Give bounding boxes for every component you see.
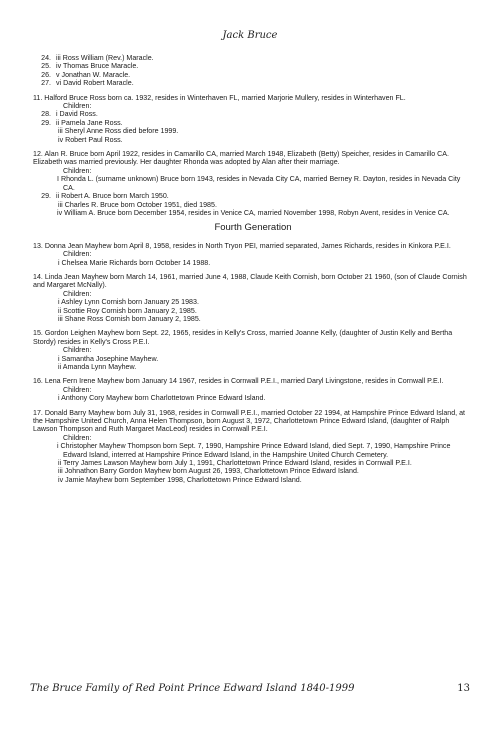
children-label: Children: — [63, 346, 92, 355]
entry-text: 15. Gordon Leighen Mayhew born Sept. 22, 1965, resides in Kelly's Cross, married Joanne Kelly, (daughter of Justin Kelly and Bertha Stordy) resides in Kelly's Cross P.E.I. — [33, 329, 453, 346]
entry-text: 16. Lena Fern Irene Mayhew born January 14 1967, resides in Cornwall P.E.I., married Daryl Livingstone, resides in Cornwall P.E.I. — [33, 377, 444, 386]
children-label: Children: — [63, 250, 92, 259]
entry-13 — [33, 242, 473, 267]
entry-17 — [33, 409, 473, 485]
child-item: i Anthony Cory Mayhew born Charlottetown Prince Edward Island. — [58, 394, 266, 403]
entry-text: 11. Halford Bruce Ross born ca. 1932, resides in Winterhaven FL, married Marjorie Mullery, resides in Winterhaven FL. — [33, 93, 406, 102]
footer-title: The Bruce Family of Red Point Prince Edward Island 1840-1999 — [30, 683, 355, 694]
children-label: Children: — [63, 385, 92, 394]
child-item: i Samantha Josephine Mayhew. — [58, 354, 159, 363]
child-item: 28. i David Ross. — [41, 110, 98, 119]
children-label: Children: — [63, 433, 92, 442]
child-item: ii Terry James Lawson Mayhew born July 1, 1991, Charlottetown Prince Edward Island, resides in Cornwall P.E.I. — [58, 459, 412, 468]
child-item: iv William A. Bruce born December 1954, resides in Venice CA, married November 1998, Robyn Avent, resides in Venice CA. — [57, 208, 450, 217]
child-item: iii Charles R. Bruce born October 1951, died 1985. — [58, 200, 217, 209]
list-item: 27. vi David Robert Maracle. — [41, 79, 134, 88]
list-item: 26. v Jonathan W. Maracle. — [41, 70, 131, 79]
list-item: 24. iii Ross William (Rev.) Maracle. — [41, 54, 154, 62]
entry-14 — [33, 273, 473, 323]
document-body — [33, 54, 473, 484]
child-item: 29. ii Robert A. Bruce born March 1950. — [41, 192, 169, 201]
list-item: 25. iv Thomas Bruce Maracle. — [41, 62, 139, 71]
child-item: iii Shane Ross Cornish born January 2, 1985. — [58, 314, 201, 323]
page-header: Jack Bruce — [222, 30, 278, 41]
child-item: ii Amanda Lynn Mayhew. — [58, 363, 137, 371]
entry-text: 13. Donna Jean Mayhew born April 8, 1958, resides in North Tryon PEI, married separated, James Richards, resides in Kinkora P.E.I. — [33, 241, 451, 250]
child-item: I Rhonda L. (surname unknown) Bruce born 1943, resides in Nevada City CA, married Berney R. Dayton, resides in Nevada City CA. — [57, 175, 461, 192]
child-item: 29. ii Pamela Jane Ross. — [41, 118, 123, 127]
entry-11 — [33, 94, 473, 144]
entry-text: 12. Alan R. Bruce born April 1922, resides in Camarillo CA, married March 1948, Elizabeth (Betty) Speicher, resides in Camarillo CA. Elizabeth was married previously. Her daughter Rhonda was adopted by Alan after their marriage. — [33, 150, 449, 167]
child-item: i Christopher Mayhew Thompson born Sept. 7, 1990, Hampshire Prince Edward Island, died Sept. 7, 1990, Hampshire Prince Edward Island, interred at Hampshire Prince Edward Island, in the Hampshire United Church Cemetery. — [57, 442, 451, 459]
page-footer — [30, 683, 470, 694]
page-number: 13 — [457, 683, 470, 694]
entry-12 — [33, 150, 473, 217]
children-label: Children: — [63, 289, 92, 298]
child-item: i Ashley Lynn Cornish born January 25 1983. — [58, 298, 199, 307]
section-title: Fourth Generation — [214, 222, 292, 234]
child-item: ii Scottie Roy Cornish born January 2, 1985. — [58, 306, 197, 315]
child-item: iii Sheryl Anne Ross died before 1999. — [58, 127, 179, 136]
child-item: iv Jamie Mayhew born September 1998, Charlottetown Prince Edward Island. — [58, 475, 302, 484]
child-item: i Chelsea Marie Richards born October 14 1988. — [58, 258, 211, 267]
children-label: Children: — [63, 166, 92, 175]
entry-16 — [33, 377, 473, 402]
child-item: iii Johnathon Barry Gordon Mayhew born August 26, 1993, Charlottetown Prince Edward Island. — [58, 467, 359, 476]
child-item: iv Robert Paul Ross. — [58, 135, 123, 144]
entry-text: 17. Donald Barry Mayhew born July 31, 1968, resides in Cornwall P.E.I., married October 22 1994, at Hampshire Prince Edward Island, at the Hampshire United Church, Anna Helen Thompson, born August 3, 1972, Charlottetown Prince Edward Island, (daughter of Ralph Lawson Thompson and Ruth Margaret MacLeod) resides in Cornwall P.E.I. — [33, 408, 466, 434]
children-label: Children: — [63, 102, 92, 111]
entry-15 — [33, 329, 473, 371]
entry-text: 14. Linda Jean Mayhew born March 14, 1961, married June 4, 1988, Claude Keith Cornish, born October 21 1960, (son of Claude Cornish and Margaret McNally). — [33, 272, 467, 290]
